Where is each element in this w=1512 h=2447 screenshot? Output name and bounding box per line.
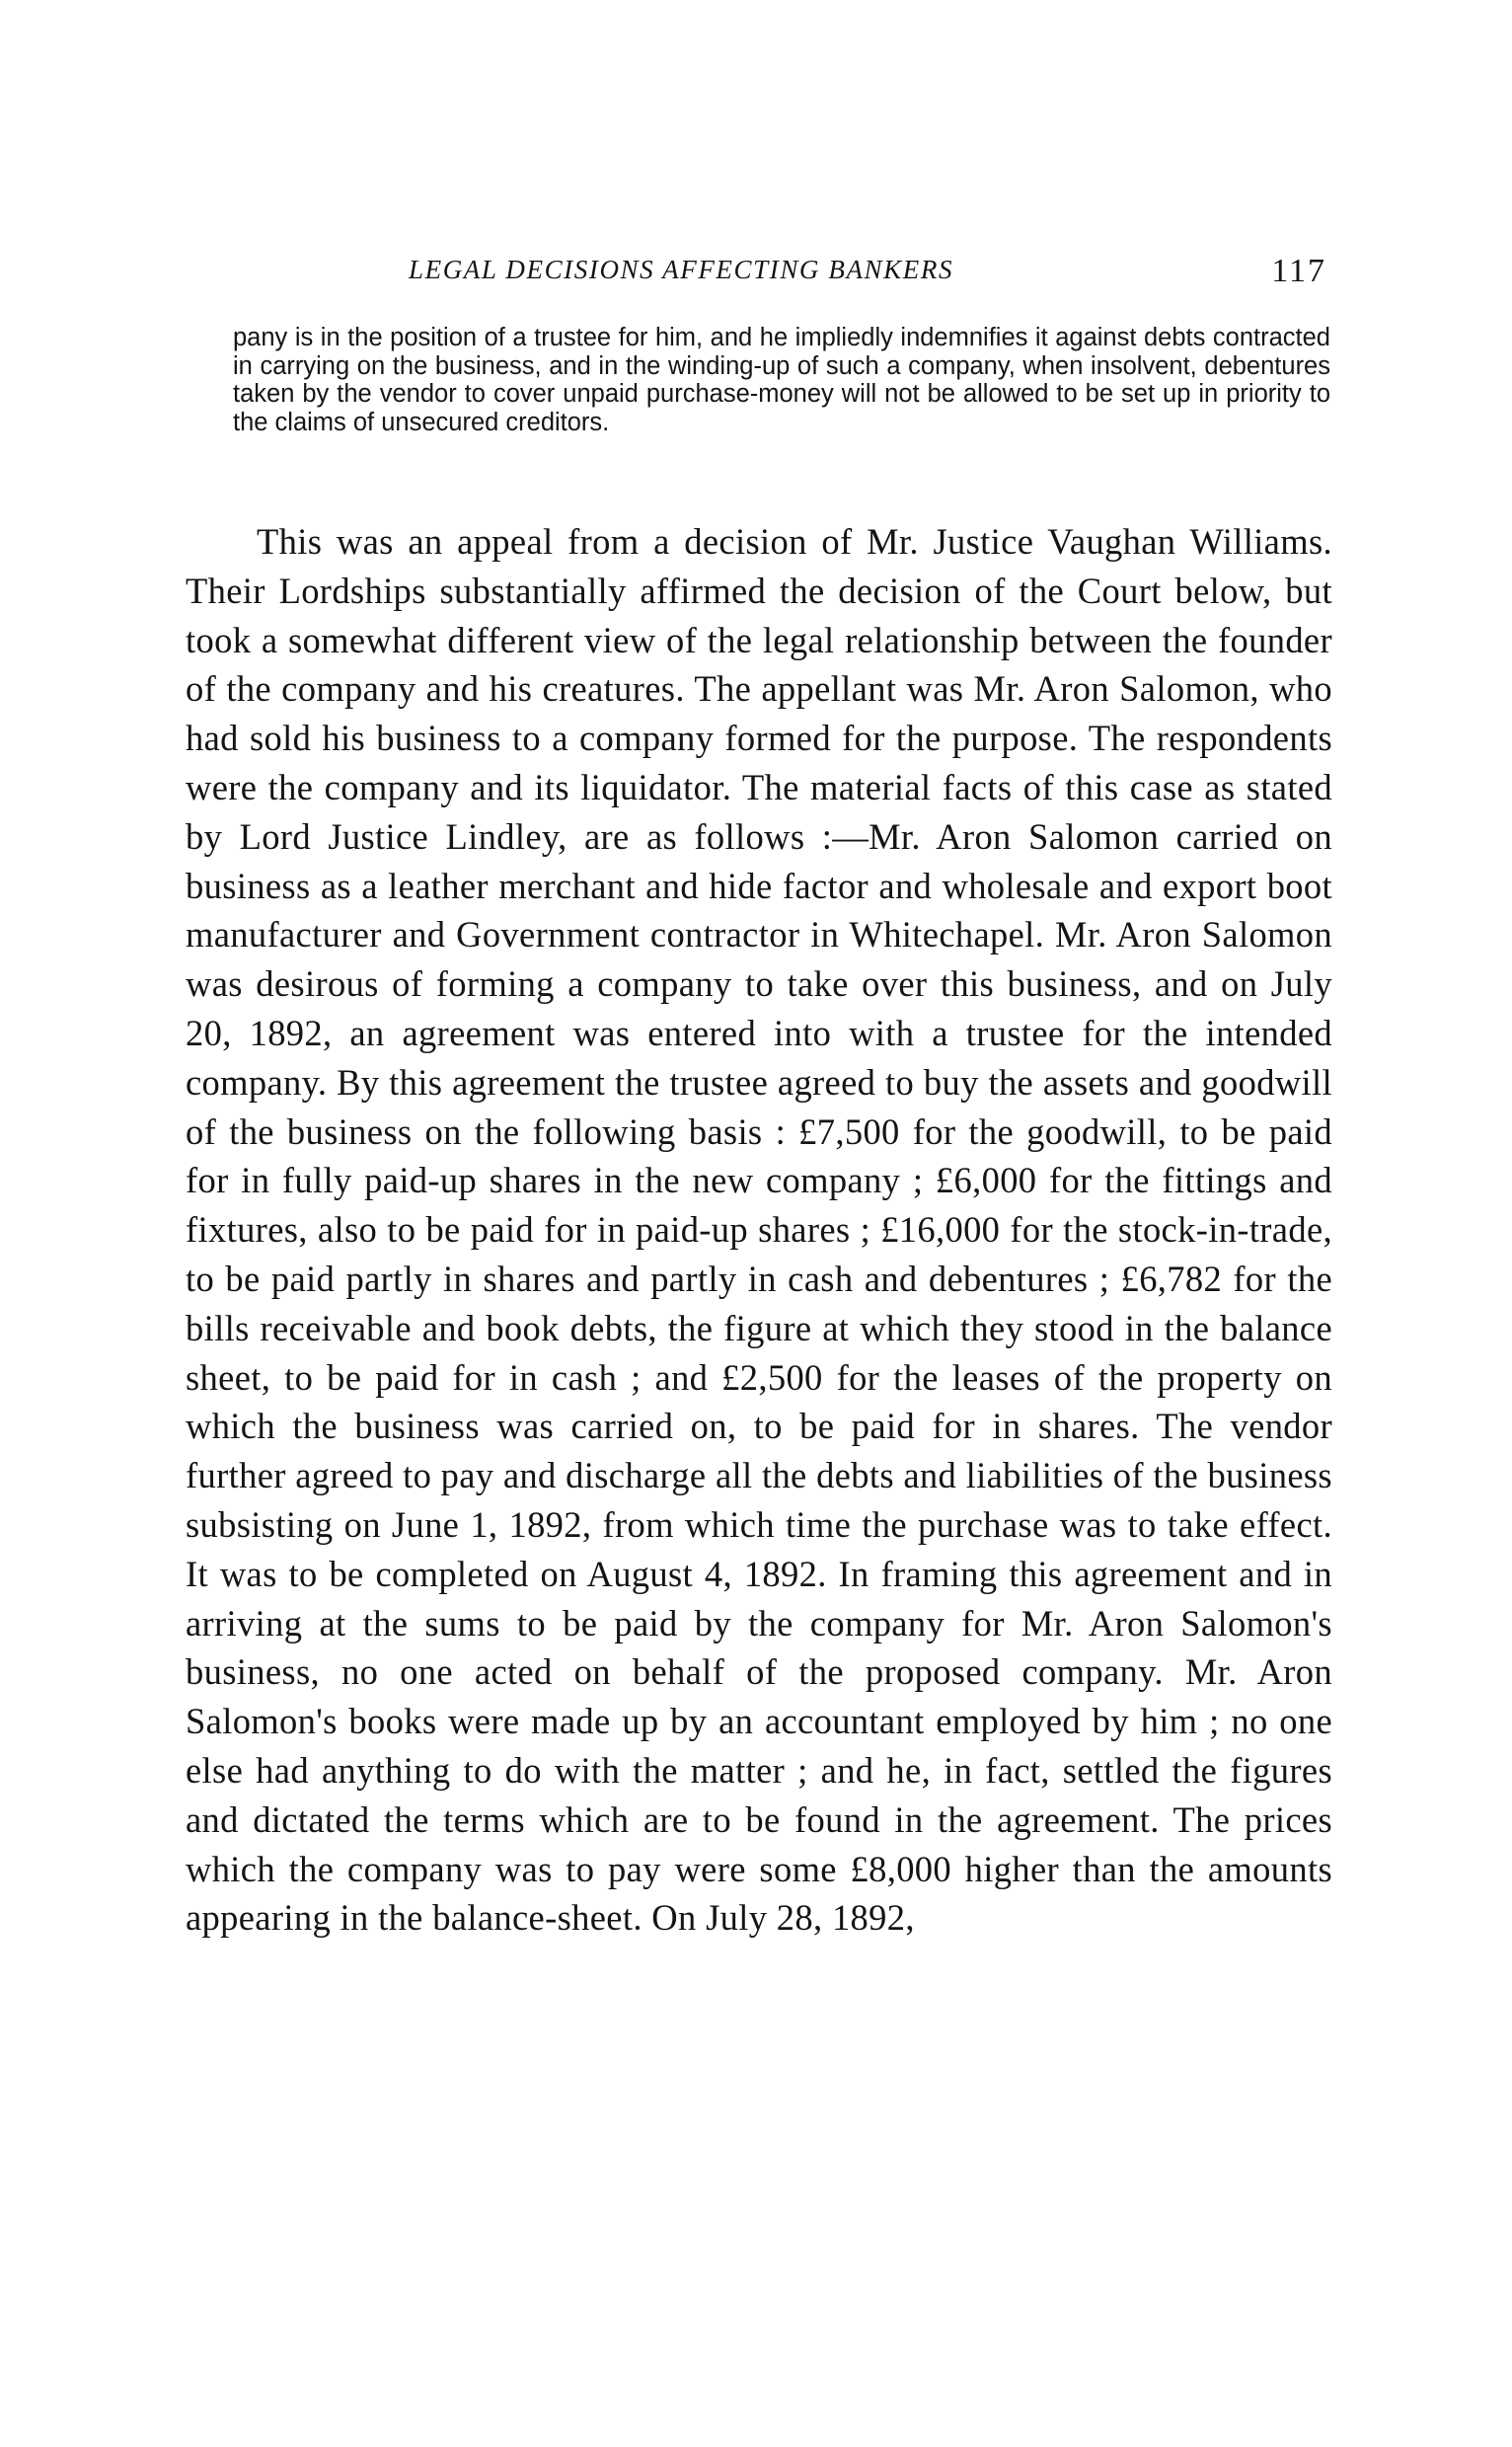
page-number: 117 [1271,253,1326,289]
body-paragraph: This was an appeal from a decision of Mr. Justice Vaughan Williams. Their Lordships substantially affirmed the decision of the Court below, but took a somewhat different view of the legal relationship between the founder of the company and his creatures. The appellant was Mr. Aron Salomon, who had sold his business to a company formed for the purpose. The respondents were the company and its liquidator. The material facts of this case as stated by Lord Justice Lindley, are as follows :—Mr. Aron Salomon carried on business as a leather merchant and hide factor and wholesale and export boot manufacturer and Government contractor in Whitechapel. Mr. Aron Salomon was desirous of forming a company to take over this business, and on July 20, 1892, an agreement was entered into with a trustee for the intended company. By this agreement the trustee agreed to buy the assets and goodwill of the business on the following basis : £7,500 for the goodwill, to be paid for in fully paid-up shares in the new company ; £6,000 for the fittings and fixtures, also to be paid for in paid-up shares ; £16,000 for the stock-in-trade, to be paid partly in shares and partly in cash and debentures ; £6,782 for the bills receivable and book debts, the figure at which they stood in the balance sheet, to be paid for in cash ; and £2,500 for the leases of the property on which the business was carried on, to be paid for in shares. The vendor further agreed to pay and discharge all the debts and liabilities of the business subsisting on June 1, 1892, from which time the purchase was to take effect. It was to be completed on August 4, 1892. In framing this agreement and in arriving at the sums to be paid by the company for Mr. Aron Salomon's business, no one acted on behalf of the proposed company. Mr. Aron Salomon's books were made up by an accountant employed by him ; no one else had anything to do with the matter ; and he, in fact, settled the figures and dictated the terms which are to be found in the agreement. The prices which the company was to pay were some £8,000 higher than the amounts appearing in the balance-sheet. On July 28, 1892, [186,521,1332,1939]
case-headnote: pany is in the position of a trustee for him, and he impliedly indemnifies it against debts contracted in carrying on the business, and in the winding-up of such a company, when insolvent, debentures taken by the vendor to cover unpaid purchase-money will not be allowed to be set up in priority to the claims of unsecured creditors. [233,324,1330,436]
running-title: LEGAL DECISIONS AFFECTING BANKERS [409,255,954,284]
running-header [188,255,1332,294]
